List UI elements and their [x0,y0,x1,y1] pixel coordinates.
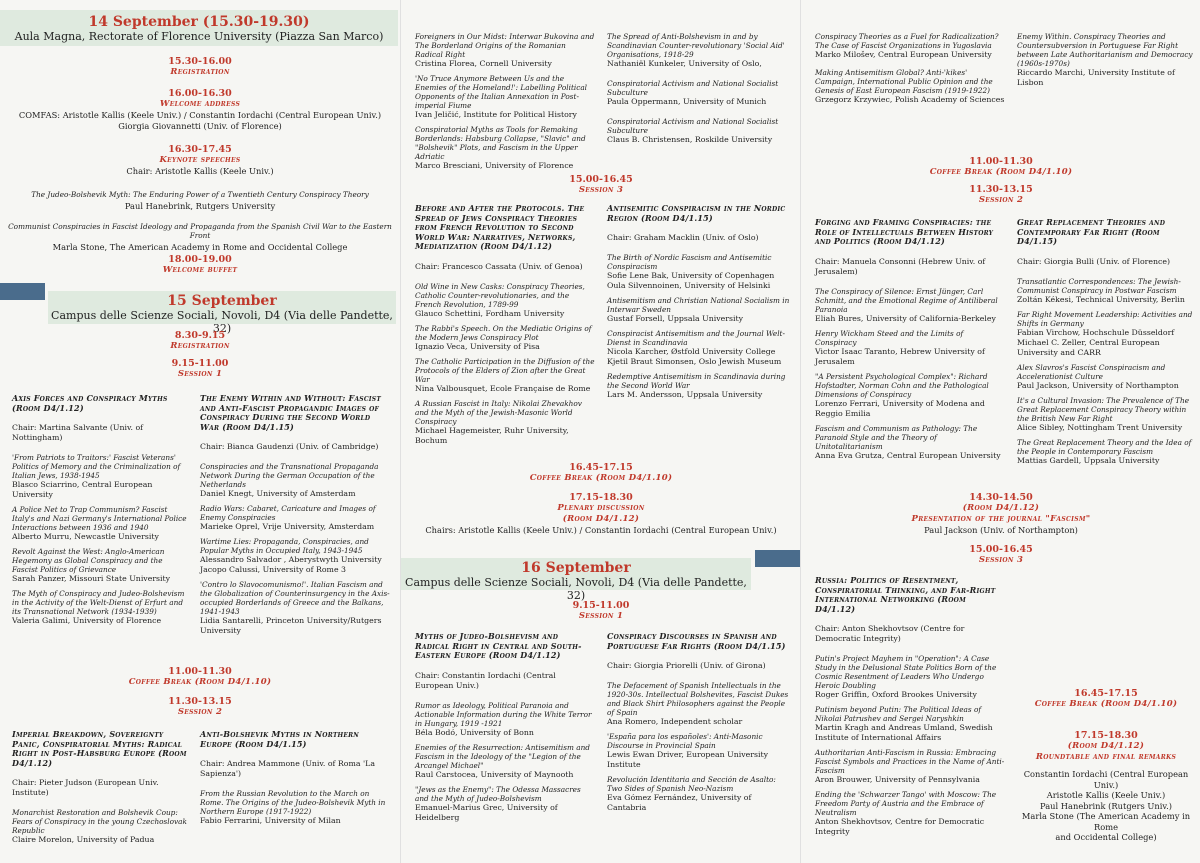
time-slot: 16.30-17.45 [168,144,232,155]
slot-label: Welcome buffet [162,265,238,275]
paper-title: Authoritarian Anti-Fascism in Russia: Embracing Fascist Symbols and Practices in the Name of Anti-Fascism [815,748,1005,775]
time-slot: 11.30-13.15 [168,696,232,707]
time-slot: 17.15-18.30 [1074,730,1138,741]
paper-title: Making Antisemitism Global? Anti-'kikes' Campaign, International Public Opinion and the Genesis of East European Fascism (1919-1922) [815,68,993,95]
paper-author: Nathaniël Kunkeler, University of Oslo, [607,59,762,68]
session-chair: Chair: Francesco Cassata (Univ. of Genoa) [415,261,583,271]
paper-author: Zoltán Kékesi, Technical University, Berlin [1017,294,1185,304]
paper [815,372,1005,419]
keynote-author: Paul Hanebrink, Rutgers University [124,201,276,211]
paper-title: A Police Net to Trap Communism? Fascist Italy's and Nazi Germany's International Police Interactions between 1936 and 1940 [12,505,187,532]
paper [415,743,595,780]
paper [815,287,1005,324]
paper-author: Alberto Murru, Newcastle University [12,532,159,541]
day-venue: Campus delle Scienze Sociali, Novoli, D4 (Via delle Pandette, 32) [405,576,747,602]
paper-title: Alex Slavros's Fascist Conspiracism and Accelerationist Culture [1017,362,1166,381]
session-title: Before and After the Protocols. The Spread of Jews Conspiracy Theories from French Revolution to Second World War: Narratives, Networks, Mediatization (Room D4/1.12) [415,203,585,251]
paper-author: Alessandro Salvador , Aberystwyth University Jacopo Calussi, University of Rome 3 [200,555,382,574]
paper [607,775,793,813]
paper-title: The Conspiracy of Silence: Ernst Jünger, Carl Schmitt, and the Emotional Regime of Antiliberal Paranoia [815,286,998,314]
paper-author: Anna Eva Grutza, Central European University [815,450,1001,460]
paper-author: Claus B. Christensen, Roskilde University [607,135,773,144]
slot-label: Registration [170,67,230,77]
paper [607,372,793,400]
session-chair: Chair: Pieter Judson (European Univ. Institute) [12,778,159,797]
paper-author: Riccardo Marchi, University Institute of Lisbon [1017,68,1175,87]
slot-room: (Room D4/1.12) [562,514,640,524]
slot-label: Session 3 [578,185,624,195]
paper-title: Ending the 'Schwarzer Tango' with Moscow: The Freedom Party of Austria and the Embrace of Neutralism [815,790,997,817]
paper-author: Fabio Ferrarini, University of Milan [200,816,341,825]
chair-line: Chair: Aristotle Kallis (Keele Univ.) [126,166,274,176]
paper [415,125,595,171]
paper [607,329,793,367]
day-marker [0,283,45,300]
time-slot: 11.00-11.30 [168,666,232,677]
slot-label: Roundtable and final remarks [1035,752,1177,762]
keynote-title: The Judeo-Bolshevik Myth: The Enduring Power of a Twentieth Century Conspiracy Theory [31,190,369,199]
paper-title: The Great Replacement Theory and the Idea of the People in Contemporary Fascism [1017,437,1192,456]
paper-author: Claire Morelon, University of Padua [12,835,155,844]
paper [415,282,595,319]
session-block [12,394,190,631]
paper-title: The Defacement of Spanish Intellectuals in the 1920-30s. Intellectual Bolshevites, Fascist Dukes and Black Shirt Philosophers against the People of Spain [607,681,789,717]
keynote-title: Communist Conspiracies in Fascist Ideology and Propaganda from the Spanish Civil War to the Eastern Front [8,222,392,240]
day-venue: Campus delle Scienze Sociali, Novoli, D4 (Via delle Pandette, 32) [51,309,393,335]
paper-title: Rumor as Ideology, Political Paranoia and Actionable Information during the White Terror in Hungary, 1919 -1921 [415,700,592,728]
paper-title: Putin's Project Mayhem in "Operation": A Case Study in the Delusional State Politics Born of the Cosmic Resentment of Leaders Who Undergo Heroic Doubling [815,654,997,690]
slot-room: (Room D4/1.12) [962,503,1040,513]
paper-title: The Myth of Conspiracy and Judeo-Bolshevism in the Activity of the Welt-Dienst of Erfurt and its Transnational Network (1934-1939) [12,589,185,616]
slot-label: Session 3 [978,555,1024,565]
paper [200,537,390,575]
paper-author: Marko Milošev, Central European University [815,50,992,59]
speaker-line: Paul Hanebrink (Rutgers Univ.) [1040,800,1172,811]
paper-title: Old Wine in New Casks: Conspiracy Theories, Catholic Counter-revolutionaries, and the French Revolution, 1789-99 [415,281,585,309]
speaker-line: Marla Stone (The American Academy in Rome [1021,811,1191,832]
slot-label: Coffee Break (Room D4/1.10) [929,167,1073,177]
slot-label: Plenary discussion [557,503,645,513]
session-title: Antisemitic Conspiracism in the Nordic Region (Room D4/1.15) [607,203,786,223]
paper [415,32,595,69]
paper-author: Aron Brouwer, University of Pennsylvania [815,775,980,784]
paper-author: Sofie Lene Bak, University of Copenhagen Oula Silvennoinen, University of Helsinki [607,271,775,290]
time-slot: 16.00-16.30 [168,88,232,99]
paper-author: Alice Sibley, Nottingham Trent University [1017,422,1183,432]
time-slot: 15.00-16.45 [569,174,633,185]
paper [1017,363,1197,391]
day-header-16 [401,558,751,602]
day-header-15 [48,291,396,335]
paper-author: Cristina Florea, Cornell University [415,59,552,68]
paper [1017,438,1197,466]
session-block [607,204,793,405]
paper-title: Monarchist Restoration and Bolshevik Coup: Fears of Conspiracy in the young Czechoslovak Republic [12,808,187,835]
paper [415,785,595,823]
paper [200,580,390,636]
paper-author: Emanuel-Marius Grec, University of Heidelberg [415,802,558,822]
time-slot: 16.45-17.15 [1074,688,1138,699]
paper [607,732,793,770]
paper-title: Enemies of the Resurrection: Antisemitism and Fascism in the Ideology of the "Legion of the Arcangel Michael" [415,742,590,770]
session-block [607,632,793,818]
paper-title: The Spread of Anti-Bolshevism in and by Scandinavian Counter-revolutionary 'Social Aid' Organisations, 1918-29 [607,32,785,59]
session-block [200,394,390,641]
session-chair: Chair: Graham Macklin (Univ. of Oslo) [607,233,759,242]
paper [607,681,793,727]
session-title: The Enemy Within and Without: Fascist and Anti-Fascist Propagandic Images of Conspiracy During the Second World War (Room D4/1.15) [200,393,382,432]
paper-author: Lars M. Andersson, Uppsala University [607,390,763,399]
paper-author: Marco Bresciani, University of Florence [415,161,574,170]
paper-title: "A Persistent Psychological Complex": Richard Hofstadter, Norman Cohn and the Pathological Dimensions of Conspiracy [815,371,989,399]
paper-author: Paul Jackson, University of Northampton [1017,380,1179,390]
speaker-line: Paul Jackson (Univ. of Northampton) [924,525,1078,535]
speaker-line: Giorgia Giovannetti (Univ. of Florence) [118,120,282,131]
paper-title: Conspiratorial Activism and National Socialist Subculture [607,117,779,135]
paper [415,701,595,738]
paper-title: Enemy Within. Conspiracy Theories and Countersubversion in Portuguese Far Right between Late Authoritarianism and Democracy (1960s-1970s) [1017,32,1193,68]
paper-title: Foreigners in Our Midst: Interwar Bukovina and The Borderland Origins of the Romanian Radical Right [415,32,595,59]
paper [12,453,190,500]
paper-title: Revolución Identitaria and Sección de Asalto: Two Sides of Spanish Neo-Nazism [607,775,776,793]
paper-title: Far Right Movement Leadership: Activities and Shifts in Germany [1017,309,1193,328]
day-title: 15 September [167,293,277,309]
paper [200,462,390,499]
paper-author: Ivan Jeličić, Institute for Political History [415,110,577,119]
paper-title: Putinism beyond Putin: The Political Ideas of Nikolai Patrushev and Sergei Naryshkin [815,705,982,723]
paper-author: Michael Hagemeister, Ruhr University, Bochum [415,425,569,445]
session-chair: Chair: Anton Shekhovtsov (Centre for Democratic Integrity) [815,624,965,643]
paper-title: Fascism and Communism as Pathology: The Paranoid Style and the Theory of Unitotalitarianism [815,423,978,451]
paper-author: Fabian Virchow, Hochschule Düsseldorf Michael C. Zeller, Central European University and CARR [1017,327,1175,357]
paper [12,589,190,626]
time-slot: 9.15-11.00 [171,358,229,369]
paper-title: The Catholic Participation in the Diffusion of the Protocols of the Elders of Zion after the Great War [415,356,595,384]
paper-author: Nina Valbousquet, Ecole Française de Rome [415,383,591,393]
speaker-line: Constantin Iordachi (Central European Univ.) [1023,769,1189,790]
paper-author: Anton Shekhovtsov, Centre for Democratic Integrity [815,817,985,836]
paper [815,424,1005,461]
session-chair: Chair: Giorgia Bulli (Univ. of Florence) [1017,256,1171,266]
session-block [12,730,194,850]
paper-title: Henry Wickham Steed and the Limits of Conspiracy [815,328,964,347]
paper-author: Lorenzo Ferrari, University of Modena and Reggio Emilia [815,398,985,418]
session-title: Great Replacement Theories and Contemporary Far Right (Room D4/1.15) [1017,217,1166,246]
paper-author: Nicola Karcher, Østfold University College Kjetil Braut Simonsen, Oslo Jewish Museum [607,347,782,366]
time-slot: 11.30-13.15 [969,184,1033,195]
paper-author: Lewis Ewan Driver, European University Institute [607,750,769,769]
paper-title: Conspiratorial Activism and National Socialist Subculture [607,79,779,97]
session-block [1017,32,1195,93]
paper-author: Ana Romero, Independent scholar [607,717,743,726]
paper-author: Lidia Santarelli, Princeton University/Rutgers University [200,616,382,635]
paper-title: "Jews as the Enemy": The Odessa Massacres and the Myth of Judeo-Bolshevism [415,784,581,803]
slot-label: Session 1 [578,611,624,621]
session-block [415,32,595,176]
session-block [415,632,595,828]
paper [200,789,390,826]
paper-author: Grzegorz Krzywiec, Polish Academy of Sciences [815,95,1005,104]
paper [815,32,1005,60]
paper-author: Mattias Gardell, Uppsala University [1017,455,1160,465]
paper-author: Martin Kragh and Andreas Umland, Swedish Institute of International Affairs [815,723,993,742]
paper-author: Béla Bodó, University of Bonn [415,727,534,737]
slot-label: Session 2 [978,195,1024,205]
paper [607,117,793,145]
paper [607,253,793,291]
session-title: Axis Forces and Conspiracy Myths (Room D4/1.12) [12,393,168,413]
keynote-author: Marla Stone, The American Academy in Rome and Occidental College [52,242,348,252]
paper-author: Sarah Panzer, Missouri State University [12,574,171,583]
session-block [1017,218,1197,471]
paper-author: Victor Isaac Taranto, Hebrew University of Jerusalem [815,346,985,366]
session-title: Anti-Bolshevik Myths in Northern Europe (Room D4/1.15) [200,729,359,749]
speaker-line: COMFAS: Aristotle Kallis (Keele Univ.) / Constantin Iordachi (Central European Univ.) [18,110,382,120]
paper [815,68,1005,105]
paper-title: Radio Wars: Cabaret, Caricature and Images of Enemy Conspiracies [200,504,376,522]
day-marker [755,550,800,567]
session-title: Russia: Politics of Resentment, Conspiratorial Thinking, and Far-Right International Networking (Room D4/1.12) [815,575,996,614]
paper-title: From the Russian Revolution to the March on Rome. The Origins of the Judeo-Bolshevik Myth in Northern Europe (1917-1922) [200,789,386,816]
paper-title: 'España para los españoles': Anti-Masonic Discourse in Provincial Spain [607,732,763,750]
paper-author: Gustaf Forsell, Uppsala University [607,314,744,323]
paper-title: A Russian Fascist in Italy: Nikolai Zhevakhov and the Myth of the Jewish-Masonic World Conspiracy [415,398,582,426]
speaker-line: Aristotle Kallis (Keele Univ.) [1046,790,1166,800]
paper-title: The Birth of Nordic Fascism and Antisemitic Conspiracism [607,253,772,271]
paper-title: Wartime Lies: Propaganda, Conspiracies, and Popular Myths in Occupied Italy, 1943-1945 [200,537,369,555]
paper [815,329,1005,367]
paper [1017,396,1197,433]
paper [607,79,793,107]
paper [415,74,595,120]
paper-title: 'From Patriots to Traitors:' Fascist Veterans' Politics of Memory and the Criminalization of Italian Jews, 1938-1945 [12,453,181,480]
chair-line: Chairs: Aristotle Kallis (Keele Univ.) / Constantin Iordachi (Central European Univ.) [425,525,777,535]
time-slot: 9.15-11.00 [572,600,630,611]
session-block [200,730,390,831]
column-3 [800,0,1200,863]
time-slot: 15.00-16.45 [969,544,1033,555]
paper-title: It's a Cultural Invasion: The Prevalence of The Great Replacement Conspiracy Theory within the British New Far Right [1017,395,1190,423]
session-title: Forging and Framing Conspiracies: the Role of Intellectuals Between History and Politics (Room D4/1.12) [815,217,994,246]
paper-title: Antisemitism and Christian National Socialism in Interwar Sweden [607,296,790,314]
session-block [607,32,793,150]
paper-author: Ignazio Veca, University of Pisa [415,341,540,351]
paper [607,32,793,69]
slot-label: Session 2 [177,707,223,717]
time-slot: 8.30-9.15 [174,330,226,341]
session-chair: Chair: Constantin Iordachi (Central European Univ.) [415,670,556,690]
paper [607,296,793,324]
paper-title: Conspiracy Theories as a Fuel for Radicalization? The Case of Fascist Organizations in Yugoslavia [815,32,999,50]
paper-author: Eva Gómez Fernández, University of Cantabria [607,793,752,812]
session-chair: Chair: Martina Salvante (Univ. of Nottingham) [12,423,144,442]
session-chair: Chair: Andrea Mammone (Univ. of Roma 'La Sapienza') [200,759,375,778]
paper-author: Raul Carstocea, University of Maynooth [415,769,574,779]
paper [415,357,595,394]
session-title: Imperial Breakdown, Sovereignty Panic, Conspiratorial Myths: Radical Right in Post-Habsburg Europe (Room D4/1.12) [12,729,187,768]
session-chair: Chair: Bianca Gaudenzi (Univ. of Cambridge) [200,442,379,451]
column-1 [0,0,400,863]
slot-label: Welcome address [159,99,241,109]
session-block [815,32,1005,110]
session-chair: Chair: Giorgia Priorelli (Univ. of Girona) [607,661,766,670]
session-chair: Chair: Manuela Consonni (Hebrew Univ. of Jerusalem) [815,256,986,276]
paper [815,654,1007,700]
paper-title: 'Contro lo Slavocomunismo!'. Italian Fascism and the Globalization of Counterinsurgency in the Axis-occupied Borderlands of Greece and the Balkans, 1941-1943 [200,580,390,616]
slot-label: Coffee Break (Room D4/1.10) [128,677,272,687]
paper [815,748,1007,785]
paper [1017,310,1197,358]
paper-author: Glauco Schettini, Fordham University [415,308,565,318]
time-slot: 17.15-18.30 [569,492,633,503]
session-block [815,576,1007,842]
paper-author: Valeria Galimi, University of Florence [12,616,162,625]
paper-title: Conspiratorial Myths as Tools for Remaking Borderlands: Habsburg Collapse, "Slavic" and "Bolshevik" Plots, and Fascism in the Upper Adriatic [415,125,586,161]
paper [1017,32,1195,88]
slot-label: Coffee Break (Room D4/1.10) [529,473,673,483]
speaker-line: and Occidental College) [1055,832,1157,842]
paper-title: Transatlantic Correspondences: The Jewish-Communist Conspiracy in Postwar Fascism [1017,276,1181,295]
paper-title: The Rabbi's Speech. On the Mediatic Origins of the Modern Jews Conspiracy Plot [415,323,592,342]
paper [200,504,390,532]
slot-label: Session 1 [177,369,223,379]
time-slot: 15.30-16.00 [168,56,232,67]
paper [12,808,194,845]
paper-author: Blasco Sciarrino, Central European University [12,480,153,499]
time-slot: 14.30-14.50 [969,492,1033,503]
slot-label: Keynote speeches [159,155,241,165]
paper [12,547,190,584]
paper [12,505,190,542]
time-slot: 16.45-17.15 [569,462,633,473]
slot-label: Coffee Break (Room D4/1.10) [1034,699,1178,709]
paper [1017,277,1197,305]
paper-author: Eliah Bures, University of California-Berkeley [815,313,996,323]
paper-author: Marieke Oprel, Vrije University, Amsterdam [200,522,375,531]
slot-label: Registration [170,341,230,351]
session-block [815,218,1005,466]
paper-author: Daniel Knegt, University of Amsterdam [200,489,356,498]
day-title: 16 September [521,560,631,576]
paper-title: Conspiracies and the Transnational Propaganda Network During the German Occupation of the Netherlands [200,462,379,489]
slot-label: Presentation of the journal "Fascism" [911,514,1091,524]
paper-title: 'No Truce Anymore Between Us and the Enemies of the Homeland!': Labelling Political Opponents of the Italian Annexation in Post-imperial Fiume [415,74,588,110]
time-slot: 18.00-19.00 [168,254,232,265]
paper-author: Roger Griffin, Oxford Brookes University [815,690,977,699]
paper-title: Conspiracist Antisemitism and the Journal Welt-Dienst in Scandinavia [607,329,785,347]
session-title: Conspiracy Discourses in Spanish and Portuguese Far Rights (Room D4/1.15) [607,631,786,651]
paper [815,705,1007,743]
day-header-14 [0,10,398,46]
slot-room: (Room D4/1.12) [1067,741,1145,751]
paper-title: Redemptive Antisemitism in Scandinavia during the Second World War [607,372,786,390]
time-slot: 11.00-11.30 [969,156,1033,167]
session-title: Myths of Judeo-Bolshevism and Radical Right in Central and South-Eastern Europe (Room D4/1.12) [415,631,582,660]
session-block [415,204,595,451]
column-2 [400,0,801,863]
paper [415,399,595,446]
day-venue: Aula Magna, Rectorate of Florence University (Piazza San Marco) [14,30,384,43]
paper-title: Revolt Against the West: Anglo-American Hegemony as Global Conspiracy and the Fascist Politics of Grievance [12,547,165,574]
day-title: 14 September (15.30-19.30) [88,14,310,30]
paper [415,324,595,352]
paper [815,790,1007,837]
paper-author: Paula Oppermann, University of Munich [607,97,767,106]
